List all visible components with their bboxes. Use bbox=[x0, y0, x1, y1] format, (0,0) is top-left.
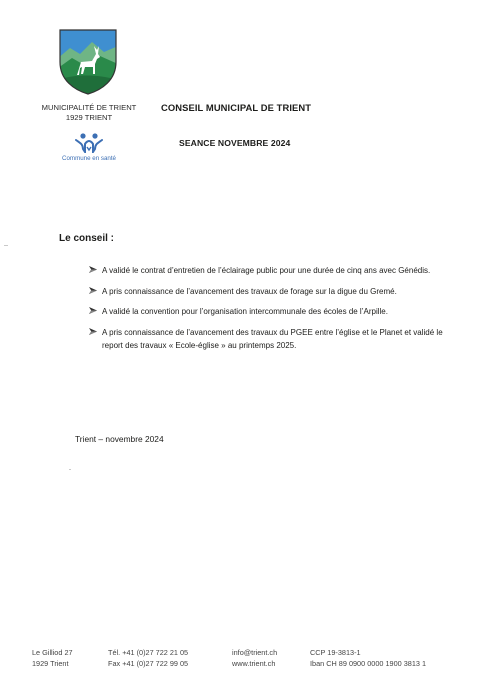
decision-list bbox=[89, 264, 444, 359]
arrow-bullet-icon bbox=[89, 306, 97, 315]
footer-website-link[interactable]: www.trient.ch bbox=[232, 659, 276, 669]
arrow-bullet-icon bbox=[89, 327, 97, 336]
footer-ccp: CCP 19-3813-1 bbox=[310, 648, 361, 657]
council-title: CONSEIL MUNICIPAL DE TRIENT bbox=[161, 102, 312, 113]
municipality-year: 1929 TRIENT bbox=[65, 113, 113, 122]
coat-of-arms-icon bbox=[58, 28, 118, 96]
list-item-text: A validé le contrat d’entretien de l’éclairage public pour une durée de cinq ans avec Génédis. bbox=[102, 266, 431, 275]
list-item-text: A pris connaissance de l’avancement des travaux de forage sur la digue du Gremé. bbox=[102, 286, 397, 296]
arrow-bullet-icon bbox=[89, 286, 97, 295]
footer-iban: Iban CH 89 0900 0000 1900 3813 1 bbox=[310, 659, 427, 669]
list-item bbox=[89, 326, 444, 352]
dateline: Trient – novembre 2024 bbox=[75, 434, 164, 444]
session-title: SEANCE NOVEMBRE 2024 bbox=[179, 138, 291, 148]
footer-web bbox=[232, 647, 277, 670]
footer-address bbox=[32, 647, 73, 670]
footer-email-link[interactable]: info@trient.ch bbox=[232, 648, 278, 657]
list-item-text: A pris connaissance de l’avancement des travaux du PGEE entre l’église et le Planet et validé le report des travaux « Ecole-église » au printemps 2025. bbox=[102, 327, 443, 350]
footer-address-line: Le Gilliod 27 bbox=[32, 648, 73, 657]
intro-heading: Le conseil : bbox=[59, 233, 115, 244]
list-item bbox=[89, 305, 444, 318]
commune-en-sante-label: Commune en santé bbox=[62, 155, 116, 162]
scan-mark bbox=[4, 245, 8, 246]
footer-bank bbox=[310, 647, 426, 670]
footer-address-line: 1929 Trient bbox=[32, 659, 69, 669]
scan-mark bbox=[69, 469, 71, 470]
commune-en-sante-logo-icon bbox=[74, 131, 104, 153]
list-item-text: A validé la convention pour l’organisation intercommunale des écoles de l’Arpille. bbox=[102, 307, 388, 316]
list-item bbox=[89, 264, 444, 277]
footer-phone: Tél. +41 (0)27 722 21 05 bbox=[108, 648, 189, 657]
arrow-bullet-icon bbox=[89, 265, 97, 274]
footer-fax: Fax +41 (0)27 722 99 05 bbox=[108, 659, 189, 669]
footer-phones bbox=[108, 647, 188, 670]
list-item bbox=[89, 285, 444, 298]
municipality-name: MUNICIPALITÉ DE TRIENT bbox=[41, 103, 137, 112]
